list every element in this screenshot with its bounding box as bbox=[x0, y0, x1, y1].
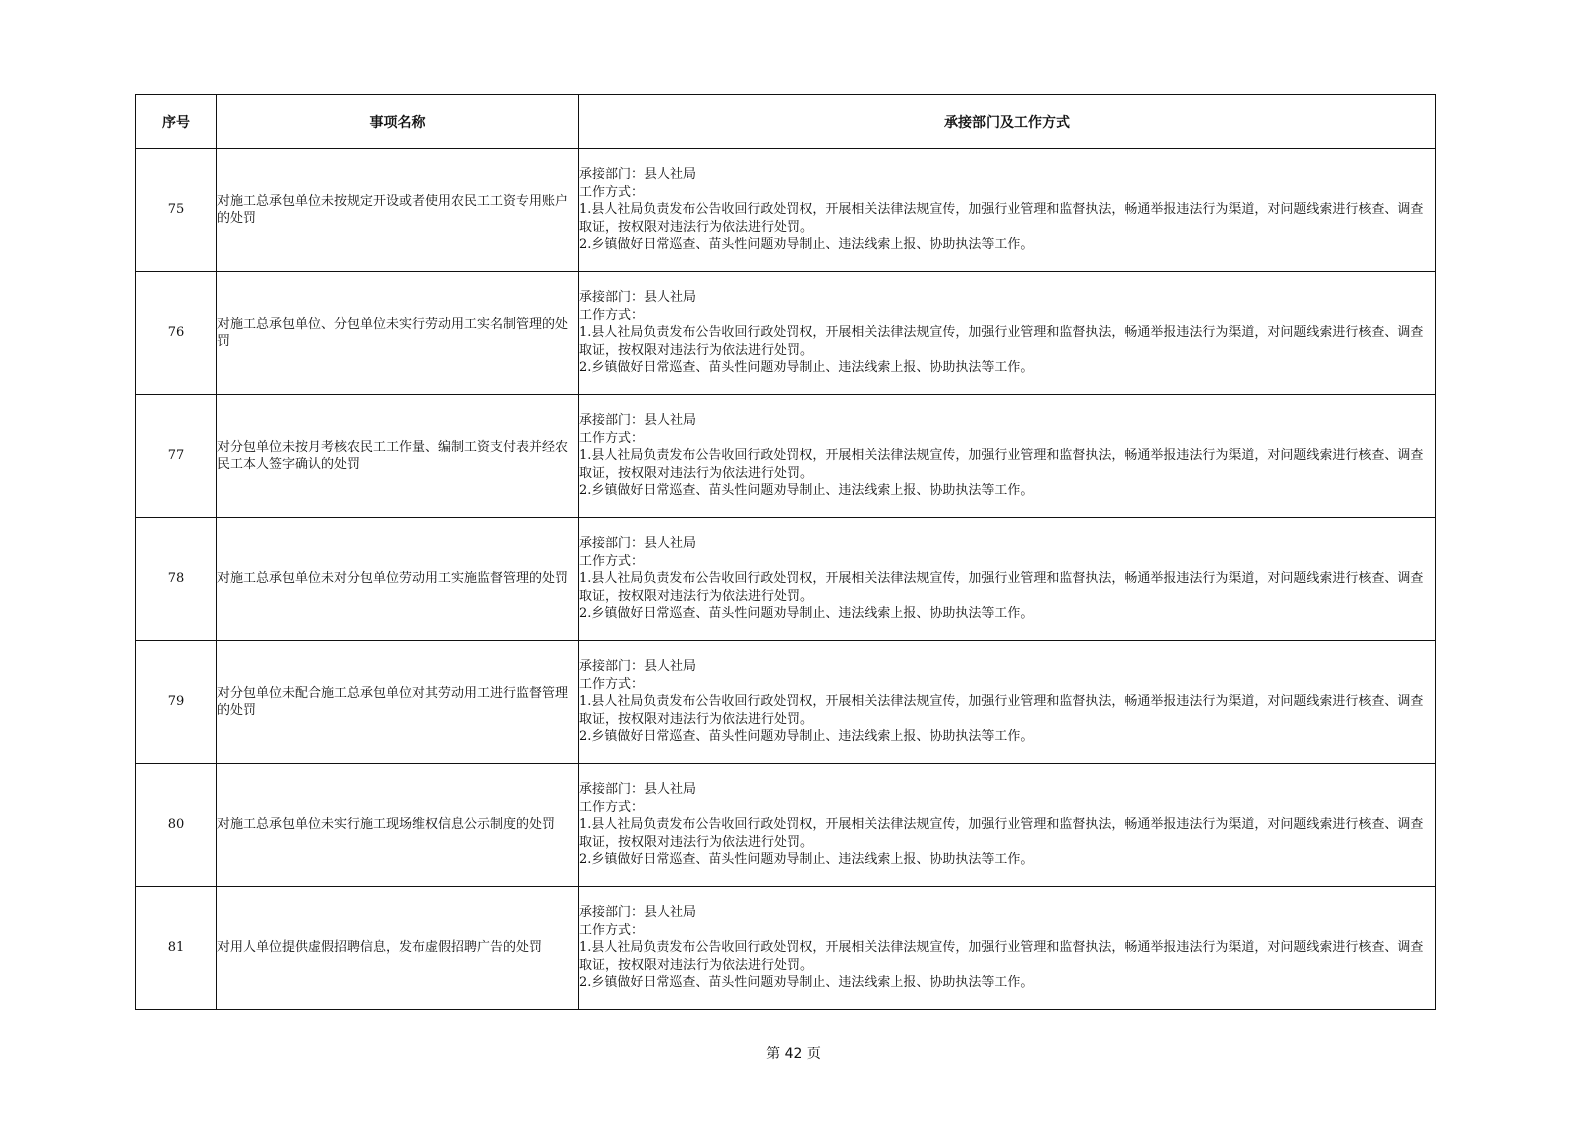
row-method-cell bbox=[579, 764, 1436, 887]
header-department-method: 承接部门及工作方式 bbox=[579, 95, 1436, 149]
row-item-name: 对用人单位提供虚假招聘信息，发布虚假招聘广告的处罚 bbox=[217, 887, 579, 1010]
row-index: 77 bbox=[136, 395, 217, 518]
row-item-name: 对施工总承包单位未按规定开设或者使用农民工工资专用账户的处罚 bbox=[217, 149, 579, 272]
row-method-cell bbox=[579, 518, 1436, 641]
row-step-1: 1.县人社局负责发布公告收回行政处罚权，开展相关法律法规宣传，加强行业管理和监督执法，畅通举报违法行为渠道，对问题线索进行核查、调查取证，按权限对违法行为依法进行处罚。 bbox=[579, 817, 1424, 850]
row-index: 81 bbox=[136, 887, 217, 1010]
row-index: 78 bbox=[136, 518, 217, 641]
row-index: 76 bbox=[136, 272, 217, 395]
row-department: 承接部门：县人社局 bbox=[579, 536, 697, 552]
table-row bbox=[136, 887, 1436, 1010]
row-method-cell bbox=[579, 395, 1436, 518]
row-item-name: 对分包单位未配合施工总承包单位对其劳动用工进行监督管理的处罚 bbox=[217, 641, 579, 764]
row-step-2: 2.乡镇做好日常巡查、苗头性问题劝导制止、违法线索上报、协助执法等工作。 bbox=[579, 729, 1034, 745]
table-row bbox=[136, 395, 1436, 518]
row-department: 承接部门：县人社局 bbox=[579, 905, 697, 921]
row-item-name: 对施工总承包单位未实行施工现场维权信息公示制度的处罚 bbox=[217, 764, 579, 887]
row-step-1: 1.县人社局负责发布公告收回行政处罚权，开展相关法律法规宣传，加强行业管理和监督执法，畅通举报违法行为渠道，对问题线索进行核查、调查取证，按权限对违法行为依法进行处罚。 bbox=[579, 694, 1424, 727]
row-method-label: 工作方式： bbox=[579, 307, 645, 323]
row-step-2: 2.乡镇做好日常巡查、苗头性问题劝导制止、违法线索上报、协助执法等工作。 bbox=[579, 606, 1034, 622]
row-step-2: 2.乡镇做好日常巡查、苗头性问题劝导制止、违法线索上报、协助执法等工作。 bbox=[579, 852, 1034, 868]
row-department: 承接部门：县人社局 bbox=[579, 413, 697, 429]
row-step-2: 2.乡镇做好日常巡查、苗头性问题劝导制止、违法线索上报、协助执法等工作。 bbox=[579, 975, 1034, 991]
row-method-label: 工作方式： bbox=[579, 553, 645, 569]
row-department: 承接部门：县人社局 bbox=[579, 782, 697, 798]
row-method-label: 工作方式： bbox=[579, 676, 645, 692]
row-step-1: 1.县人社局负责发布公告收回行政处罚权，开展相关法律法规宣传，加强行业管理和监督执法，畅通举报违法行为渠道，对问题线索进行核查、调查取证，按权限对违法行为依法进行处罚。 bbox=[579, 448, 1424, 481]
row-item-name: 对施工总承包单位、分包单位未实行劳动用工实名制管理的处罚 bbox=[217, 272, 579, 395]
header-index: 序号 bbox=[136, 95, 217, 149]
row-step-1: 1.县人社局负责发布公告收回行政处罚权，开展相关法律法规宣传，加强行业管理和监督执法，畅通举报违法行为渠道，对问题线索进行核查、调查取证，按权限对违法行为依法进行处罚。 bbox=[579, 940, 1424, 973]
row-method-label: 工作方式： bbox=[579, 184, 645, 200]
row-step-1: 1.县人社局负责发布公告收回行政处罚权，开展相关法律法规宣传，加强行业管理和监督执法，畅通举报违法行为渠道，对问题线索进行核查、调查取证，按权限对违法行为依法进行处罚。 bbox=[579, 571, 1424, 604]
items-table bbox=[135, 94, 1436, 1010]
row-method-cell bbox=[579, 149, 1436, 272]
row-index: 80 bbox=[136, 764, 217, 887]
row-step-1: 1.县人社局负责发布公告收回行政处罚权，开展相关法律法规宣传，加强行业管理和监督执法，畅通举报违法行为渠道，对问题线索进行核查、调查取证，按权限对违法行为依法进行处罚。 bbox=[579, 325, 1424, 358]
table-row bbox=[136, 764, 1436, 887]
row-item-name: 对分包单位未按月考核农民工工作量、编制工资支付表并经农民工本人签字确认的处罚 bbox=[217, 395, 579, 518]
page-number: 第 42 页 bbox=[766, 1046, 821, 1062]
row-step-2: 2.乡镇做好日常巡查、苗头性问题劝导制止、违法线索上报、协助执法等工作。 bbox=[579, 483, 1034, 499]
row-method-cell bbox=[579, 887, 1436, 1010]
row-index: 79 bbox=[136, 641, 217, 764]
row-step-2: 2.乡镇做好日常巡查、苗头性问题劝导制止、违法线索上报、协助执法等工作。 bbox=[579, 237, 1034, 253]
table-row bbox=[136, 272, 1436, 395]
row-step-1: 1.县人社局负责发布公告收回行政处罚权，开展相关法律法规宣传，加强行业管理和监督执法，畅通举报违法行为渠道，对问题线索进行核查、调查取证，按权限对违法行为依法进行处罚。 bbox=[579, 202, 1424, 235]
table-row bbox=[136, 518, 1436, 641]
table-row bbox=[136, 149, 1436, 272]
table-header-row bbox=[136, 95, 1436, 149]
row-method-label: 工作方式： bbox=[579, 799, 645, 815]
row-method-cell bbox=[579, 641, 1436, 764]
row-method-label: 工作方式： bbox=[579, 922, 645, 938]
row-department: 承接部门：县人社局 bbox=[579, 167, 697, 183]
table-row bbox=[136, 641, 1436, 764]
header-item-name: 事项名称 bbox=[217, 95, 579, 149]
row-method-cell bbox=[579, 272, 1436, 395]
row-step-2: 2.乡镇做好日常巡查、苗头性问题劝导制止、违法线索上报、协助执法等工作。 bbox=[579, 360, 1034, 376]
row-item-name: 对施工总承包单位未对分包单位劳动用工实施监督管理的处罚 bbox=[217, 518, 579, 641]
row-method-label: 工作方式： bbox=[579, 430, 645, 446]
row-index: 75 bbox=[136, 149, 217, 272]
row-department: 承接部门：县人社局 bbox=[579, 659, 697, 675]
row-department: 承接部门：县人社局 bbox=[579, 290, 697, 306]
